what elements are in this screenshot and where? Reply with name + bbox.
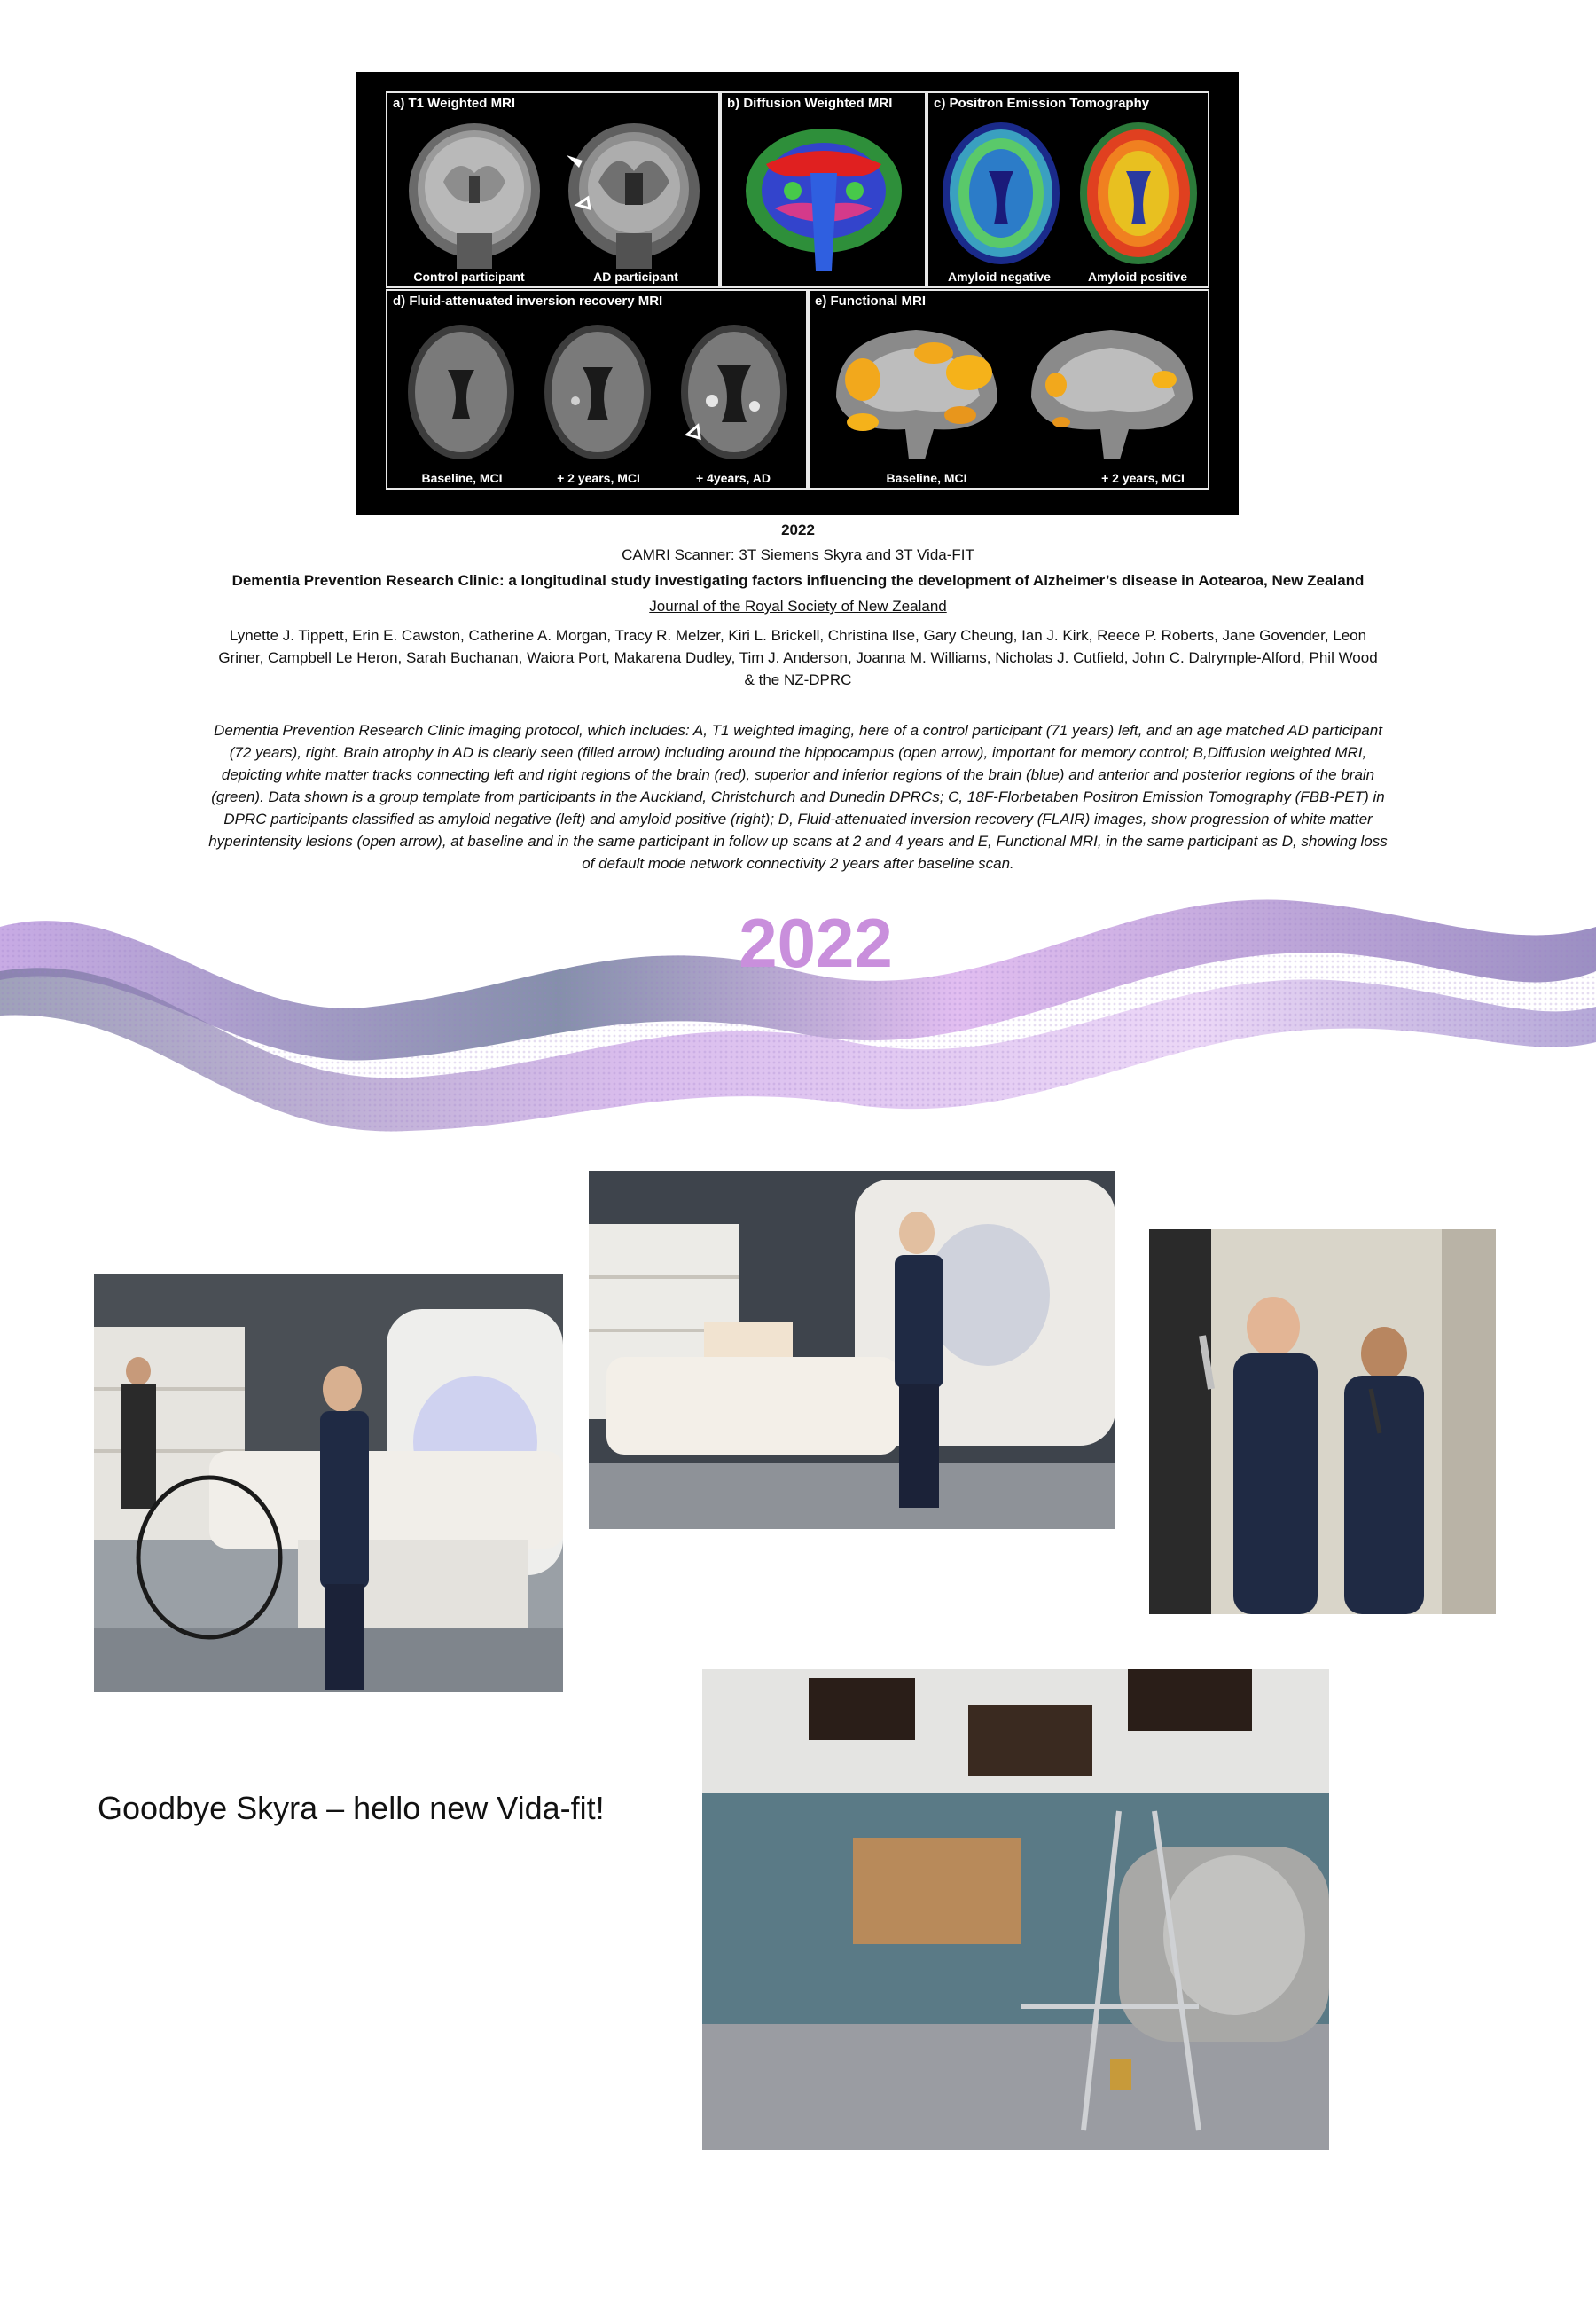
panel-d-title: d) Fluid-attenuated inversion recovery MRI: [393, 294, 663, 309]
panel-e-label-left: Baseline, MCI: [886, 471, 967, 485]
pet-amyloid-positive-image: [1076, 118, 1201, 269]
panel-d-label-1: Baseline, MCI: [421, 471, 503, 485]
panel-e-title: e) Functional MRI: [815, 294, 926, 309]
t1-control-brain-image: [403, 120, 545, 269]
banner-year: 2022: [739, 904, 893, 982]
entry-year: 2022: [781, 522, 815, 538]
flair-4-years-image: [677, 321, 792, 463]
journal-row: [204, 598, 1392, 616]
panel-c-label-right: Amyloid positive: [1087, 270, 1188, 284]
authors: Lynette J. Tippett, Erin E. Cawston, Catherine A. Morgan, Tracy R. Melzer, Kiri L. Brickell, Christina Ilse, Gary Cheung, Ian J. Kirk, Reece P. Roberts, Jane Govender, Leon Griner, Campbell Le Heron, Sarah Buchanan, Waiora Port, Makarena Dudley, Tim J. Anderson, Joanna M. Williams, Nicholas J. Cutfield, John C. Dalrymple-Alford, Phil Wood & the NZ-DPRC: [218, 627, 1378, 688]
panel-d-label-2: + 2 years, MCI: [557, 471, 640, 485]
panel-functional-mri: [808, 289, 1209, 490]
figure-caption: Dementia Prevention Research Clinic imaging protocol, which includes: A, T1 weighted imaging, here of a control participant (71 years) left, and an age matched AD participant (72 years), right. Brain atrophy in AD is clearly seen (filled arrow) including around the hippocampus (open arrow), important for memory control; B,Diffusion weighted MRI, depicting white matter tracks connecting left and right regions of the brain (red), superior and inferior regions of the brain (blue) and anterior and posterior regions of the brain (green). Data shown is a group template from participants in the Auckland, Christchurch and Dunedin DPRCs; C, 18F-Florbetaben Positron Emission Tomography (FBB-PET) in DPRC participants classified as amyloid negative (left) and amyloid positive (right); D, Fluid-attenuated inversion recovery (FLAIR) images, show progression of white matter hyperintensity lesions (open arrow), at baseline and in the same participant in follow up scans at 2 and 4 years and E, Functional MRI, in the same participant as D, showing loss of default mode network connectivity 2 years after baseline scan.: [208, 722, 1388, 872]
photo-vida-fit-installation: [702, 1669, 1329, 2150]
panel-pet: [927, 91, 1209, 288]
panel-c-label-left: Amyloid negative: [948, 270, 1051, 284]
panel-flair-mri: [386, 289, 808, 490]
panel-e-label-right: + 2 years, MCI: [1101, 471, 1185, 485]
paper-title: Dementia Prevention Research Clinic: a longitudinal study investigating factors influencing the development of Alzheimer’s disease in Aotearoa, New Zealand: [231, 572, 1365, 589]
panel-t1-mri: [386, 91, 720, 288]
photo-skyra-staff-cables: [94, 1274, 563, 1692]
goodbye-caption: Goodbye Skyra – hello new Vida-fit!: [98, 1790, 605, 1826]
mri-figure: [356, 72, 1239, 515]
diffusion-brain-image: [739, 120, 908, 279]
panel-b-title: b) Diffusion Weighted MRI: [727, 96, 893, 111]
journal-link[interactable]: Journal of the Royal Society of New Zealand: [649, 598, 947, 615]
photo-staff-by-skyra: [589, 1171, 1115, 1529]
flair-2-years-image: [540, 321, 655, 463]
panel-a-title: a) T1 Weighted MRI: [393, 96, 516, 111]
panel-c-title: c) Positron Emission Tomography: [934, 96, 1150, 111]
scanner-info: CAMRI Scanner: 3T Siemens Skyra and 3T Vida-FIT: [622, 546, 974, 563]
panel-diffusion-mri: [720, 91, 927, 288]
photo-engineers-with-tools: [1149, 1229, 1496, 1614]
pet-amyloid-negative-image: [939, 118, 1063, 269]
panel-d-label-3: + 4years, AD: [696, 471, 771, 485]
fmri-baseline-image: [827, 318, 1005, 468]
flair-baseline-image: [403, 321, 519, 463]
panel-a-label-right: AD participant: [593, 270, 678, 284]
t1-ad-brain-image: [563, 120, 705, 269]
panel-a-label-left: Control participant: [413, 270, 525, 284]
fmri-2-years-image: [1022, 318, 1200, 468]
